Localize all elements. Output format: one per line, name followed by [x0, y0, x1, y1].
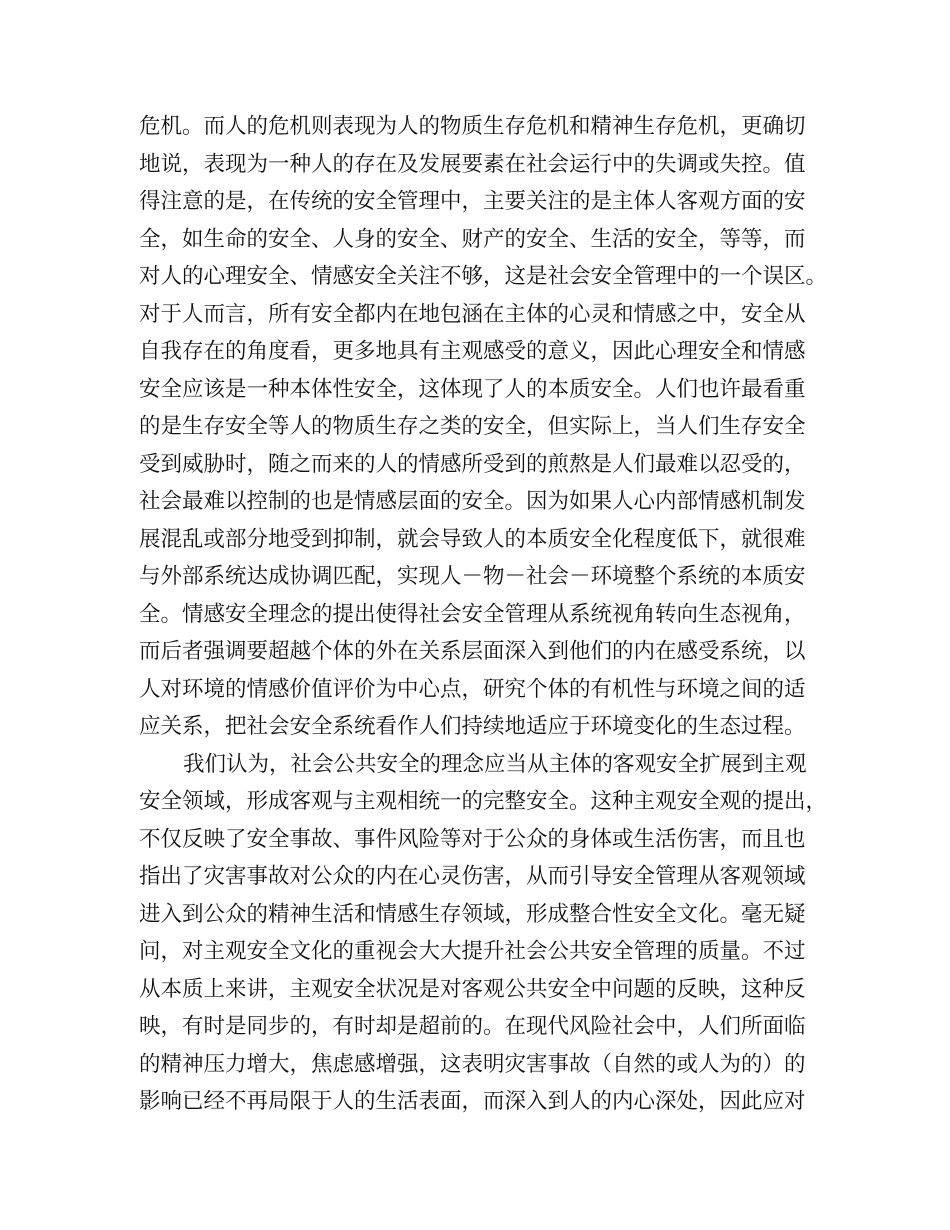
text-line: 不仅反映了安全事故、事件风险等对于公众的身体或生活伤害，而且也	[139, 826, 806, 852]
text-line: 的精神压力增大，焦虑感增强，这表明灾害事故（自然的或人为的）的	[139, 1051, 806, 1077]
text-line: 人对环境的情感价值评价为中心点，研究个体的有机性与环境之间的适	[139, 676, 806, 702]
text-line: 受到威胁时，随之而来的人的情感所受到的煎熬是人们最难以忍受的，	[139, 451, 806, 477]
paragraph-first-line: 我们认为，社会公共安全的理念应当从主体的客观安全扩展到主观	[183, 751, 807, 777]
text-line: 进入到公众的精神生活和情感生存领域，形成整合性安全文化。毫无疑	[139, 901, 806, 927]
text-line: 与外部系统达成协调匹配，实现人－物－社会－环境整个系统的本质安	[139, 564, 806, 589]
text-line: 全。情感安全理念的提出使得社会安全管理从系统视角转向生态视角，	[139, 601, 806, 627]
text-line: 从本质上来讲，主观安全状况是对客观公共安全中问题的反映，这种反	[139, 976, 806, 1002]
text-line: 安全应该是一种本体性安全，这体现了人的本质安全。人们也许最看重	[139, 376, 806, 402]
text-line: 对人的心理安全、情感安全关注不够，这是社会安全管理中的一个误区。	[139, 264, 828, 289]
text-line: 影响已经不再局限于人的生活表面，而深入到人的内心深处，因此应对	[139, 1089, 806, 1114]
text-line: 全，如生命的安全、人身的安全、财产的安全、生活的安全，等等，而	[139, 226, 806, 252]
text-line: 展混乱或部分地受到抑制，就会导致人的本质安全化程度低下，就很难	[139, 526, 806, 552]
text-line: 指出了灾害事故对公众的内在心灵伤害，从而引导安全管理从客观领域	[139, 864, 806, 889]
text-line: 社会最难以控制的也是情感层面的安全。因为如果人心内部情感机制发	[139, 489, 806, 514]
text-line: 地说，表现为一种人的存在及发展要素在社会运行中的失调或失控。值	[139, 151, 806, 177]
text-line: 问，对主观安全文化的重视会大大提升社会公共安全管理的质量。不过	[139, 939, 806, 964]
text-line: 对于人而言，所有安全都内在地包涵在主体的心灵和情感之中，安全从	[139, 301, 806, 327]
text-line: 而后者强调要超越个体的外在关系层面深入到他们的内在感受系统，以	[139, 639, 806, 664]
text-line: 自我存在的角度看，更多地具有主观感受的意义，因此心理安全和情感	[139, 339, 806, 364]
body-text	[139, 108, 829, 1121]
text-line: 应关系，把社会安全系统看作人们持续地适应于环境变化的生态过程。	[139, 714, 806, 739]
text-line: 得注意的是，在传统的安全管理中，主要关注的是主体人客观方面的安	[139, 189, 806, 214]
text-line: 危机。而人的危机则表现为人的物质生存危机和精神生存危机，更确切	[139, 114, 806, 139]
text-line: 安全领域，形成客观与主观相统一的完整安全。这种主观安全观的提出，	[139, 789, 828, 814]
text-line: 映，有时是同步的，有时却是超前的。在现代风险社会中，人们所面临	[139, 1014, 806, 1039]
text-line: 的是生存安全等人的物质生存之类的安全，但实际上，当人们生存安全	[139, 414, 806, 439]
